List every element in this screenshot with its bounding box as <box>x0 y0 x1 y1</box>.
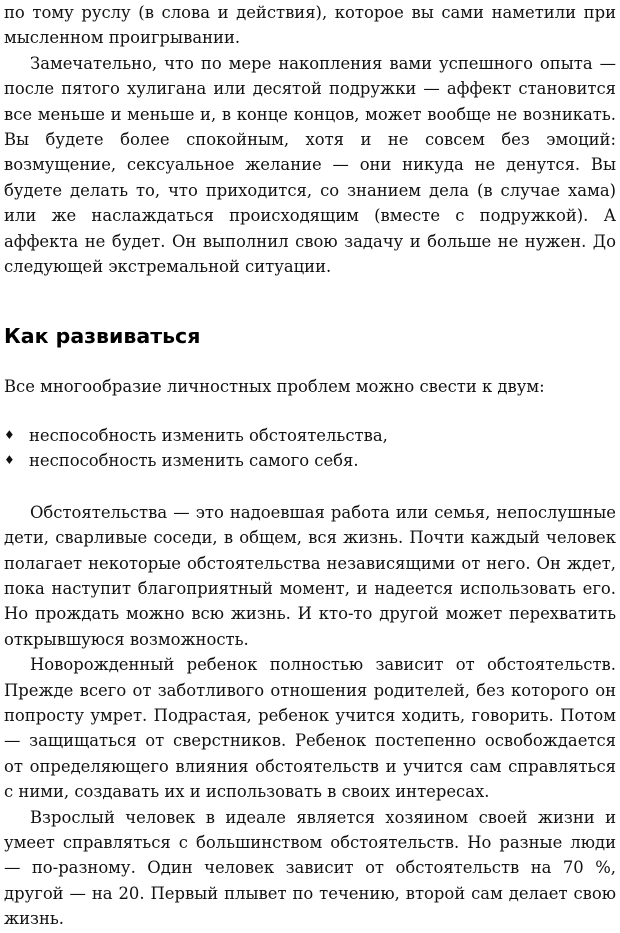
list-item-text: неспособность изменить обстоятельства, <box>29 425 388 445</box>
problem-list <box>4 423 616 474</box>
paragraph-affect-decline: Замечательно, что по мере накопления вами успешного опыта — после пятого хулигана или десятой подружки — аффект становится все меньше и меньше и, в конце концов, может вообще не возникать. Вы будете более спокойным, хотя и не совсем без эмоций: возмущение, сексуальное желание — они никуда не денутся. Вы будете делать то, что приходится, со знанием дела (в случае хама) или же наслаждаться происходящим (вместе с подружкой). А аффекта не будет. Он выполнил свою задачу и больше не нужен. До следующей экстремальной ситуации. <box>4 53 616 277</box>
list-item-text: неспособность изменить самого себя. <box>29 451 359 471</box>
list-item <box>4 423 616 448</box>
paragraph-circumstances: Обстоятельства — это надоевшая работа или семья, непослушные дети, сварливые соседи, в общем, вся жизнь. Почти каждый человек полагает некоторые обстоятельства независящими от него. Он ждет, пока наступит благоприятный момент, и надеется использовать его. Но прождать можно всю жизнь. И кто-то другой может перехватить открывшуюся возможность. <box>4 502 616 649</box>
diamond-bullet-icon: ♦ <box>4 453 15 468</box>
paragraph-continuation: по тому руслу (в слова и действия), которое вы сами наметили при мысленном проигрывании. <box>4 3 616 48</box>
list-item <box>4 448 616 473</box>
diamond-bullet-icon: ♦ <box>4 427 15 442</box>
paragraph-adult: Взрослый человек в идеале является хозяином своей жизни и умеет справляться с большинством обстоятельств. Но разные люди — по-разному. Один человек зависит от обстоятельств на 70 %, другой — на 20. Первый плывет по течению, второй сам делает свою жизнь. <box>4 807 616 929</box>
paragraph-newborn: Новорожденный ребенок полностью зависит от обстоятельств. Прежде всего от заботливого отношения родителей, без которого он попросту умрет. Подрастая, ребенок учится ходить, говорить. Потом — защищаться от сверстников. Ребенок постепенно освобождается от определяющего влияния обстоятельств и учится сам справляться с ними, создавать их и использовать в своих интересах. <box>4 655 616 802</box>
section-heading: Как развиваться <box>4 324 201 349</box>
book-page <box>4 0 616 932</box>
lead-sentence: Все многообразие личностных проблем можно свести к двум: <box>4 377 545 397</box>
